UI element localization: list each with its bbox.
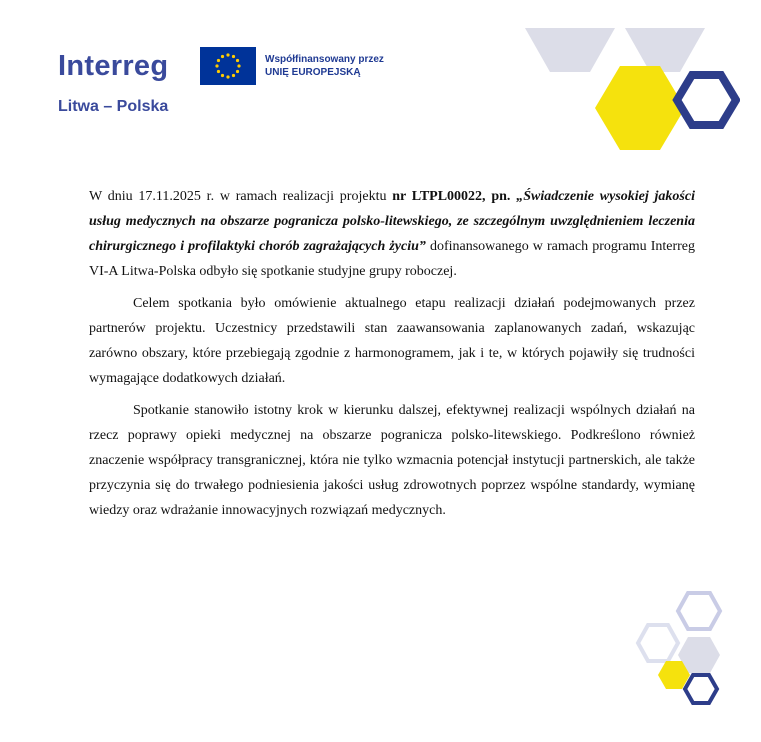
paragraph-1: [89, 184, 695, 284]
eu-cofinanced-label: [265, 53, 384, 79]
paragraph-3: Spotkanie stanowiło istotny krok w kierunku dalszej, efektywnej realizacji wspólnych działań na rzecz poprawy opieki medycznej na obszarze pogranicza polsko-litewskiego. Podkreślono również znaczenie współpracy transgranicznej, która nie tylko wzmacnia potencjał instytucji partnerskich, ale także przyczynia się do trwałego podniesienia jakości usług zdrowotnych poprzez wspólne standardy, wymianę wiedzy oraz wdrażanie innowacyjnych rozwiązań medycznych.: [89, 403, 695, 518]
cofinanced-line2: UNIĘ EUROPEJSKĄ: [265, 67, 361, 78]
hex-yellow: [595, 66, 685, 150]
cofinanced-line1: Współfinansowany przez: [265, 54, 384, 65]
project-title: „Świadczenie wysokiej jakości usług medycznych na obszarze pogranicza polsko-litewskiego, ze szczególnym uwzględnieniem leczenia chirurgicznego i profilaktyki chorób zagrażających życiu”: [89, 189, 695, 254]
program-region: Litwa – Polska: [58, 98, 169, 115]
hexagon-decoration-top-icon: [520, 26, 740, 154]
hex-gray-right: [625, 28, 705, 72]
hex-navy-outline: [677, 75, 736, 125]
hex-gray-left: [525, 28, 615, 72]
interreg-logo: Interreg: [58, 50, 169, 82]
hexagon-decoration-bottom-icon: [634, 585, 724, 705]
paragraph-2: Celem spotkania było omówienie aktualnego etapu realizacji działań podejmowanych przez partnerów projektu. Uczestnicy przedstawili stan zaawansowania zaplanowanych zadań, wskazując zarówno obszary, które przebiegają zgodnie z harmonogramem, jak i te, w których pojawiły się trudności wymagające dodatkowych działań.: [89, 296, 695, 386]
p1-intro: W dniu 17.11.2025 r. w ramach realizacji projektu: [89, 189, 393, 204]
document-body: [89, 184, 695, 530]
p1-rest: dofinansowanego w ramach programu Interreg VI-A Litwa-Polska odbyło się spotkanie studyjne grupy roboczej.: [89, 239, 695, 279]
project-number: nr LTPL00022, pn.: [392, 189, 517, 204]
eu-flag-icon: [200, 47, 256, 85]
